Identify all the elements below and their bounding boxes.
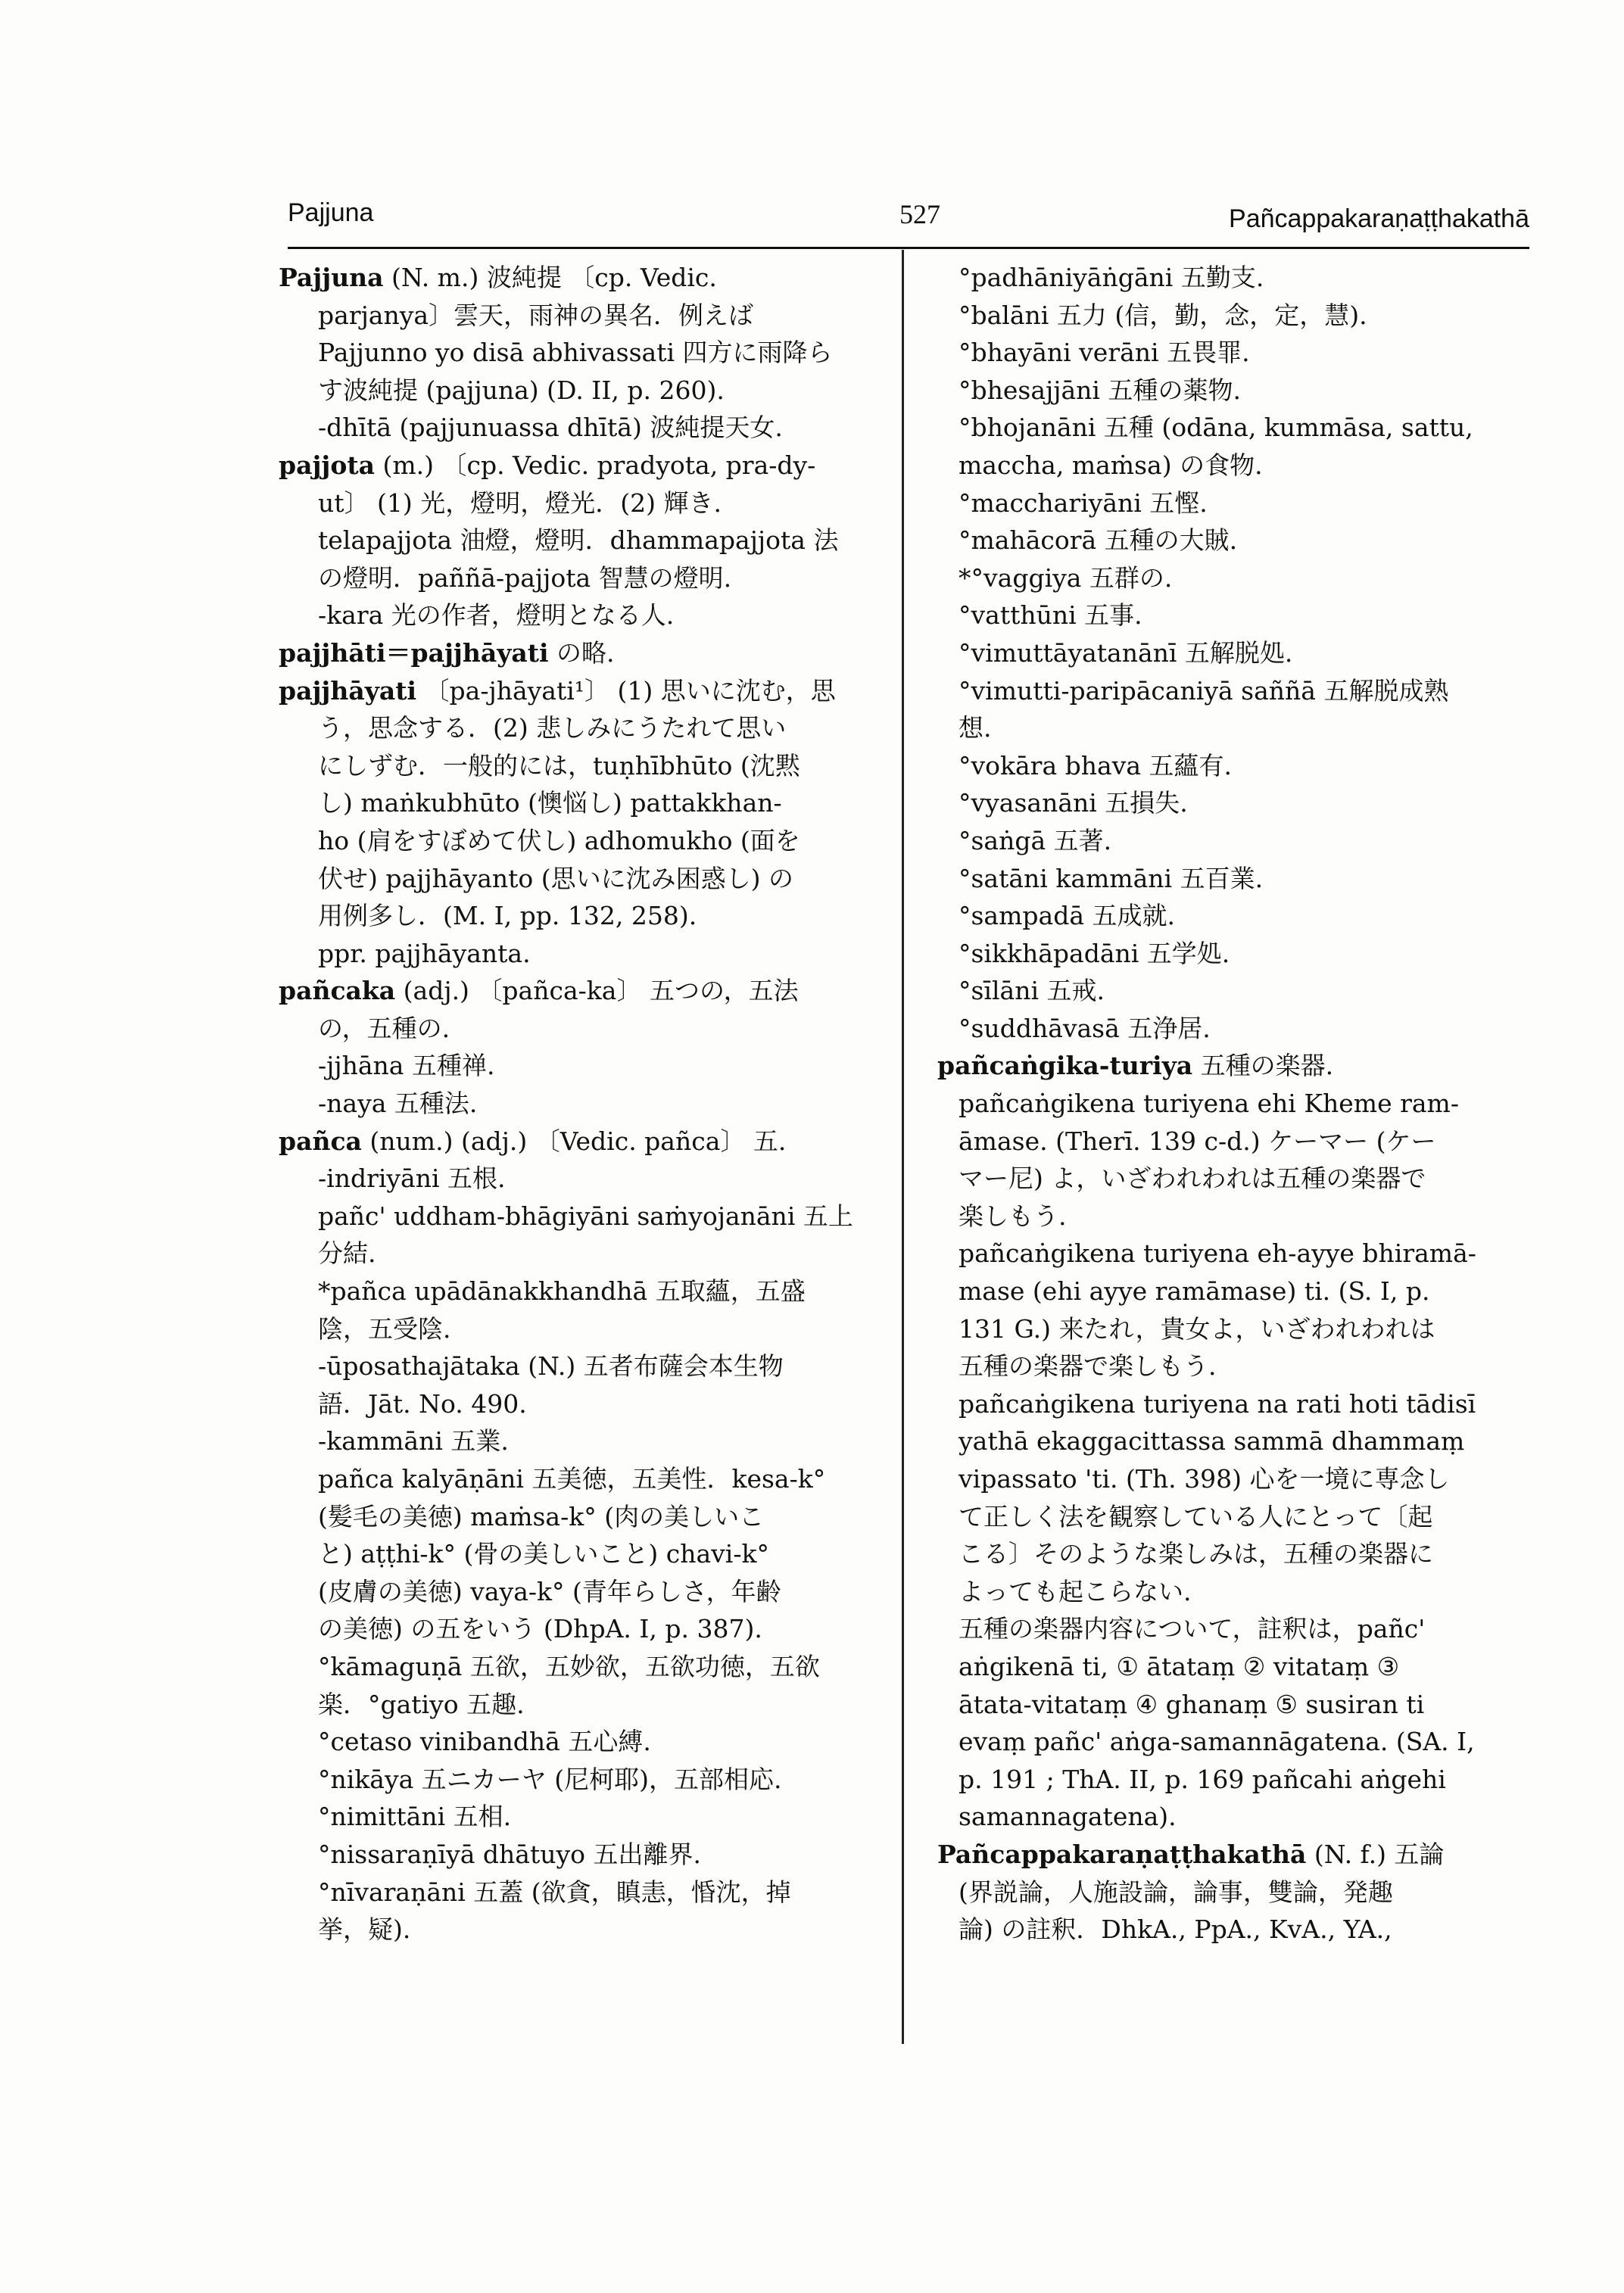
dictionary-line: pajjhāyati 〔pa-jhāyati¹〕 (1) 思いに沈む，思 [279,675,836,706]
dictionary-line: °vatthūni 五事. [959,600,1142,631]
dictionary-line: の，五種の. [318,1013,450,1043]
dictionary-line: mase (ehi ayye ramāmase) ti. (S. I, p. [959,1276,1430,1307]
left-column [279,259,884,1949]
dictionary-line: pañcaṅgika-turiya 五種の楽器. [937,1051,1334,1081]
dictionary-line: pañc' uddham-bhāgiyāni saṁyojanāni 五上 [318,1201,853,1231]
dictionary-line: し) maṅkubhūto (懊悩し) pattakkhan- [318,788,782,818]
dictionary-line: う，思念する．(2) 悲しみにうたれて思い [318,713,787,743]
dictionary-line: よっても起こらない. [959,1576,1192,1606]
dictionary-line: pañca (num.) (adj.) 〔Vedic. pañca〕 五. [279,1126,787,1156]
dictionary-line: pajjhāti＝pajjhāyati の略. [279,637,615,668]
dictionary-line: °sikkhāpadāni 五学処. [959,938,1230,968]
dictionary-line: °suddhāvasā 五浄居. [959,1013,1211,1043]
dictionary-line: °nissaraṇīyā dhātuyo 五出離界. [318,1839,701,1869]
dictionary-line: yathā ekaggacittassa sammā dhammaṃ [959,1426,1465,1456]
dictionary-line: の美徳) の五をいう (DhpA. I, p. 387). [318,1614,762,1644]
dictionary-line: -dhītā (pajjunuassa dhītā) 波純提天女. [318,413,783,443]
dictionary-line: vipassato 'ti. (Th. 398) 心を一境に専念し [959,1464,1450,1494]
header-right-guide-word: Pañcappakaraṇaṭṭhakathā [1229,204,1529,233]
dictionary-line: āmase. (Therī. 139 c-d.) ケーマー (ケー [959,1126,1436,1156]
headword: Pajjuna [279,263,384,292]
dictionary-line: pañcaka (adj.) 〔pañca-ka〕 五つの，五法 [279,976,799,1006]
dictionary-line: 陰，五受陰. [318,1313,451,1344]
dictionary-line: マー尼) よ，いざわれわれは五種の楽器で [959,1164,1426,1194]
dictionary-line: ut〕 (1) 光，燈明，燈光．(2) 輝き. [318,488,722,518]
right-column [937,259,1535,1949]
dictionary-line: °saṅgā 五著. [959,825,1112,855]
dictionary-line: 論) の註釈．DhkA., PpA., KvA., YA., [959,1914,1392,1945]
dictionary-line: °vokāra bhava 五蘊有. [959,750,1232,780]
header-rule [288,247,1529,249]
dictionary-line: *°vaggiya 五群の. [959,562,1173,593]
headword: pañca [279,1126,362,1156]
dictionary-line: Pajjuna (N. m.) 波純提 〔cp. Vedic. [279,263,717,292]
dictionary-line: evaṃ pañc' aṅga-samannāgatena. (SA. I, [959,1727,1475,1757]
dictionary-line: て正しく法を観察している人にとって〔起 [959,1501,1433,1531]
headword: pajjhāyati [279,675,417,706]
dictionary-line: °satāni kammāni 五百業. [959,863,1264,893]
dictionary-line: °cetaso vinibandhā 五心縛. [318,1727,651,1757]
dictionary-line: pajjota (m.) 〔cp. Vedic. pradyota, pra-dy- [279,450,816,480]
dictionary-line: 131 G.) 来たれ，貴女よ，いざわれわれは [959,1313,1435,1344]
dictionary-line: °bhesajjāni 五種の薬物. [959,375,1241,405]
dictionary-line: °mahācorā 五種の大賊. [959,525,1238,556]
dictionary-line: -kammāni 五業. [318,1426,509,1456]
header-left-guide-word: Pajjuna [288,198,374,227]
dictionary-line: -naya 五種法. [318,1089,478,1119]
dictionary-line: Pajjunno yo disā abhivassati 四方に雨降ら [318,338,833,368]
dictionary-line: -indriyāni 五根. [318,1164,506,1194]
dictionary-line: °macchariyāni 五慳. [959,488,1208,518]
headword: pañcaka [279,976,396,1006]
dictionary-line: °balāni 五力 (信，勤，念，定，慧). [959,300,1367,330]
dictionary-line: °sīlāni 五戒. [959,976,1105,1006]
dictionary-line: °nimittāni 五相. [318,1802,512,1832]
dictionary-line: -kara 光の作者，燈明となる人. [318,600,675,631]
dictionary-line: 分結. [318,1238,376,1269]
headword: pajjhāti＝pajjhāyati [279,637,549,668]
dictionary-line: 想. [959,713,992,743]
dictionary-line: *pañca upādānakkhandhā 五取蘊，五盛 [318,1276,806,1307]
headword: Pañcappakaraṇaṭṭhakathā [937,1839,1307,1869]
dictionary-line: 五種の楽器で楽しもう. [959,1351,1217,1382]
dictionary-line: 楽．°gatiyo 五趣. [318,1689,525,1719]
dictionary-line: °bhojanāni 五種 (odāna, kummāsa, sattu, [959,413,1473,443]
dictionary-line: -ūposathajātaka (N.) 五者布薩会本生物 [318,1351,784,1382]
dictionary-line: ātata-vitataṃ ④ ghanaṃ ⑤ susiran ti [959,1689,1425,1719]
dictionary-line: -jjhāna 五種禅. [318,1051,495,1081]
dictionary-line: °kāmaguṇā 五欲，五妙欲，五欲功徳，五欲 [318,1651,820,1681]
dictionary-line: pañcaṅgikena turiyena na rati hoti tādisī [959,1388,1476,1419]
dictionary-line: ppr. pajjhāyanta. [318,938,531,968]
dictionary-line: aṅgikenā ti, ① ātataṃ ② vitataṃ ③ [959,1651,1400,1681]
dictionary-line: parjanya〕雲天，雨神の異名．例えば [318,300,754,330]
dictionary-line: 伏せ) pajjhāyanto (思いに沈み困惑し) の [318,863,793,893]
dictionary-line: と) aṭṭhi-k° (骨の美しいこと) chavi-k° [318,1539,769,1569]
dictionary-line: Pañcappakaraṇaṭṭhakathā (N. f.) 五論 [937,1839,1445,1869]
dictionary-line: samannagatena). [959,1802,1177,1832]
headword: pañcaṅgika-turiya [937,1051,1193,1081]
dictionary-line: (界説論，人施設論，論事，雙論，発趣 [959,1877,1393,1907]
dictionary-line: °sampadā 五成就. [959,901,1175,931]
dictionary-line: 語．Jāt. No. 490. [318,1388,527,1419]
dictionary-line: °vimutti-paripācaniyā saññā 五解脱成熟 [959,675,1449,706]
dictionary-line: °nīvaraṇāni 五蓋 (欲貪，瞋恚，惛沈，掉 [318,1877,791,1907]
dictionary-line: °vyasanāni 五損失. [959,788,1188,818]
dictionary-line: °padhāniyāṅgāni 五勤支. [959,263,1264,292]
dictionary-line: °vimuttāyatanānī 五解脱処. [959,637,1293,668]
dictionary-line: pañcaṅgikena turiyena ehi Kheme ram- [959,1089,1459,1119]
dictionary-line: 五種の楽器内容について，註釈は，pañc' [959,1614,1426,1644]
dictionary-line: こる〕そのような楽しみは，五種の楽器に [959,1539,1433,1569]
dictionary-line: 用例多し．(M. I, pp. 132, 258). [318,901,697,931]
dictionary-line: す波純提 (pajjuna) (D. II, p. 260). [318,375,725,405]
dictionary-line: ho (肩をすぼめて伏し) adhomukho (面を [318,825,800,855]
dictionary-line: にしずむ．一般的には，tuṇhībhūto (沈黙 [318,750,800,780]
dictionary-line: の燈明．paññā-pajjota 智慧の燈明. [318,562,732,593]
page-number: 527 [899,199,940,229]
dictionary-line: °nikāya 五ニカーヤ (尼柯耶)，五部相応. [318,1764,782,1794]
dictionary-line: telapajjota 油燈，燈明．dhammapajjota 法 [318,525,839,556]
dictionary-line: °bhayāni verāni 五畏罪. [959,338,1250,368]
dictionary-line: pañcaṅgikena turiyena eh-ayye bhiramā- [959,1238,1476,1269]
dictionary-line: (皮膚の美徳) vaya-k° (青年らしさ，年齢 [318,1576,781,1606]
dictionary-line: 楽しもう. [959,1201,1067,1231]
dictionary-line: 挙，疑). [318,1914,411,1945]
dictionary-line: pañca kalyāṇāni 五美徳，五美性．kesa-k° [318,1464,826,1494]
headword: pajjota [279,450,375,480]
dictionary-line: (髪毛の美徳) maṁsa-k° (肉の美しいこ [318,1501,765,1531]
dictionary-line: p. 191 ; ThA. II, p. 169 pañcahi aṅgehi [959,1764,1446,1794]
column-divider [902,250,904,2044]
running-header [288,198,1529,242]
dictionary-line: maccha, maṁsa) の食物. [959,450,1263,480]
